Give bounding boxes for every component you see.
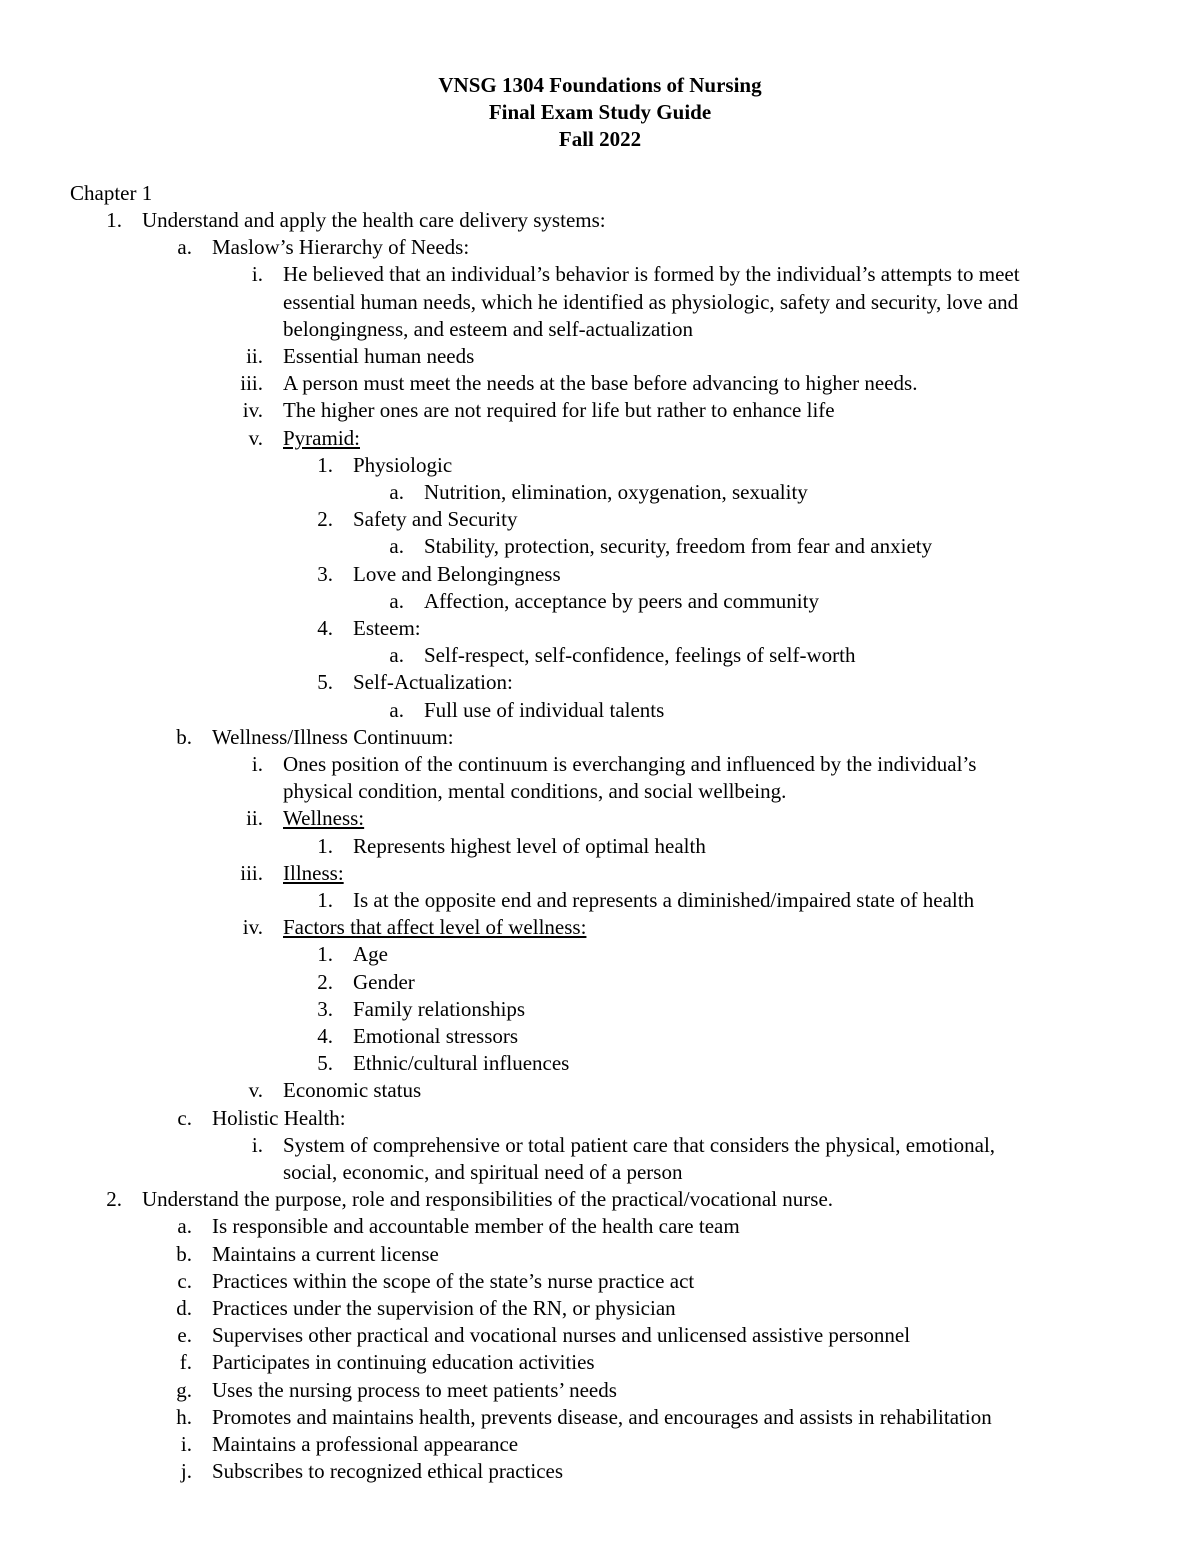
outline-marker: iii. [240,860,263,885]
outline-text: essential human needs, which he identified as physiologic, safety and security, love and [283,289,1019,314]
outline-text: Uses the nursing process to meet patients’ needs [212,1377,617,1402]
outline-text: Maintains a professional appearance [212,1432,519,1456]
outline-marker: i. [251,262,263,287]
outline-marker: j. [180,1459,192,1484]
outline-text: Essential human needs [283,344,475,368]
outline-text: Promotes and maintains health, prevents disease, and encourages and assists in rehabilitation [212,1404,992,1429]
outline-text: Ethnic/cultural influences [353,1051,570,1076]
outline-text: Pyramid: [283,425,360,450]
outline-text: physical condition, mental conditions, and social wellbeing. [283,779,787,804]
outline-text: Is responsible and accountable member of the health care team [212,1214,740,1239]
outline-marker: 5. [317,1051,333,1076]
outline-marker: f. [179,1350,192,1375]
outline-text: Physiologic [353,452,453,477]
outline-marker: h. [176,1404,192,1429]
outline-marker: 2. [317,507,333,532]
outline-text: Safety and Security [353,507,518,532]
outline-marker: c. [177,1268,192,1293]
outline-marker: a. [389,588,404,613]
course-title: VNSG 1304 Foundations of Nursing [438,73,762,97]
term-label: Fall 2022 [558,127,642,151]
outline-text: Wellness/Illness Continuum: [212,724,454,749]
outline-text: Practices under the supervision of the RN, or physician [212,1296,676,1320]
outline-text: Self-Actualization: [353,670,513,695]
outline-marker: 1. [317,942,333,967]
outline-marker: iv. [242,398,263,423]
outline-text: Practices within the scope of the state’s nurse practice act [212,1268,695,1293]
outline-text: social, economic, and spiritual need of a person [283,1160,683,1184]
outline-text: Ones position of the continuum is everchanging and influenced by the individual’s [283,752,977,776]
outline-text: belongingness, and esteem and self-actualization [283,316,693,341]
chapter-heading: Chapter 1 [70,181,153,205]
outline-marker: i. [251,1132,263,1157]
outline-text: Age [353,942,388,967]
outline-marker: 3. [317,561,333,586]
outline-text: Economic status [283,1078,422,1103]
outline-text: Supervises other practical and vocational nurses and unlicensed assistive personnel [212,1323,911,1348]
outline-marker: iv. [242,915,263,940]
outline-text: Factors that affect level of wellness: [283,915,587,940]
outline-marker: 1. [317,452,333,477]
outline-marker: 1. [317,833,333,858]
outline-marker: a. [389,480,404,504]
outline-text: Holistic Health: [212,1105,346,1130]
outline-text: Affection, acceptance by peers and community [424,588,819,613]
outline-text: Is at the opposite end and represents a diminished/impaired state of health [353,888,975,912]
outline-text: Illness: [283,860,344,885]
outline-marker: a. [389,534,404,559]
outline-text: He believed that an individual’s behavior is formed by the individual’s attempts to meet [283,262,1020,287]
document-title: Final Exam Study Guide [488,100,712,124]
outline-marker: 1. [106,208,122,232]
outline-text: Maintains a current license [212,1241,439,1266]
outline-marker: ii. [246,806,263,831]
outline-marker: 4. [317,616,333,640]
outline-marker: 2. [106,1187,122,1212]
outline-text: Self-respect, self-confidence, feelings of self-worth [424,643,856,668]
outline-text: Family relationships [353,996,526,1021]
outline-text: Understand and apply the health care delivery systems: [142,208,606,232]
outline-marker: b. [176,724,192,749]
outline-text: Love and Belongingness [353,561,561,586]
outline-marker: d. [176,1296,192,1320]
outline-marker: v. [248,1078,263,1103]
outline-text: Participates in continuing education activities [212,1350,595,1375]
outline-text: The higher ones are not required for life but rather to enhance life [283,398,835,423]
outline-marker: a. [177,1214,192,1239]
outline-text: Represents highest level of optimal health [353,833,706,858]
outline-marker: 1. [317,888,333,912]
outline-marker: 2. [317,969,333,994]
outline-marker: iii. [240,371,263,396]
outline-marker: ii. [246,344,263,368]
outline-marker: v. [248,425,263,450]
outline-text: Esteem: [353,616,421,640]
outline-text: Maslow’s Hierarchy of Needs: [212,235,470,260]
outline-marker: e. [177,1323,192,1348]
outline-text: Gender [353,969,415,994]
outline-marker: b. [176,1241,192,1266]
outline-text: Wellness: [283,806,365,831]
outline-marker: c. [177,1105,192,1130]
outline-marker: a. [177,235,192,260]
outline-marker: 3. [317,996,333,1021]
outline-marker: a. [389,643,404,668]
outline-marker: 5. [317,670,333,695]
outline-text: Nutrition, elimination, oxygenation, sexuality [424,480,808,504]
outline-text: System of comprehensive or total patient care that considers the physical, emotional, [283,1132,996,1157]
outline-marker: a. [389,697,404,722]
outline-text: A person must meet the needs at the base before advancing to higher needs. [283,371,918,396]
outline-marker: 4. [317,1024,333,1048]
outline-text: Understand the purpose, role and responsibilities of the practical/vocational nurse. [142,1187,834,1212]
outline-text: Stability, protection, security, freedom from fear and anxiety [424,534,933,559]
outline-marker: g. [176,1377,192,1402]
outline-text: Full use of individual talents [424,697,665,722]
outline-text: Emotional stressors [353,1024,519,1048]
outline-text: Subscribes to recognized ethical practices [212,1459,564,1484]
outline-marker: i. [180,1432,192,1456]
outline-marker: i. [251,752,263,776]
